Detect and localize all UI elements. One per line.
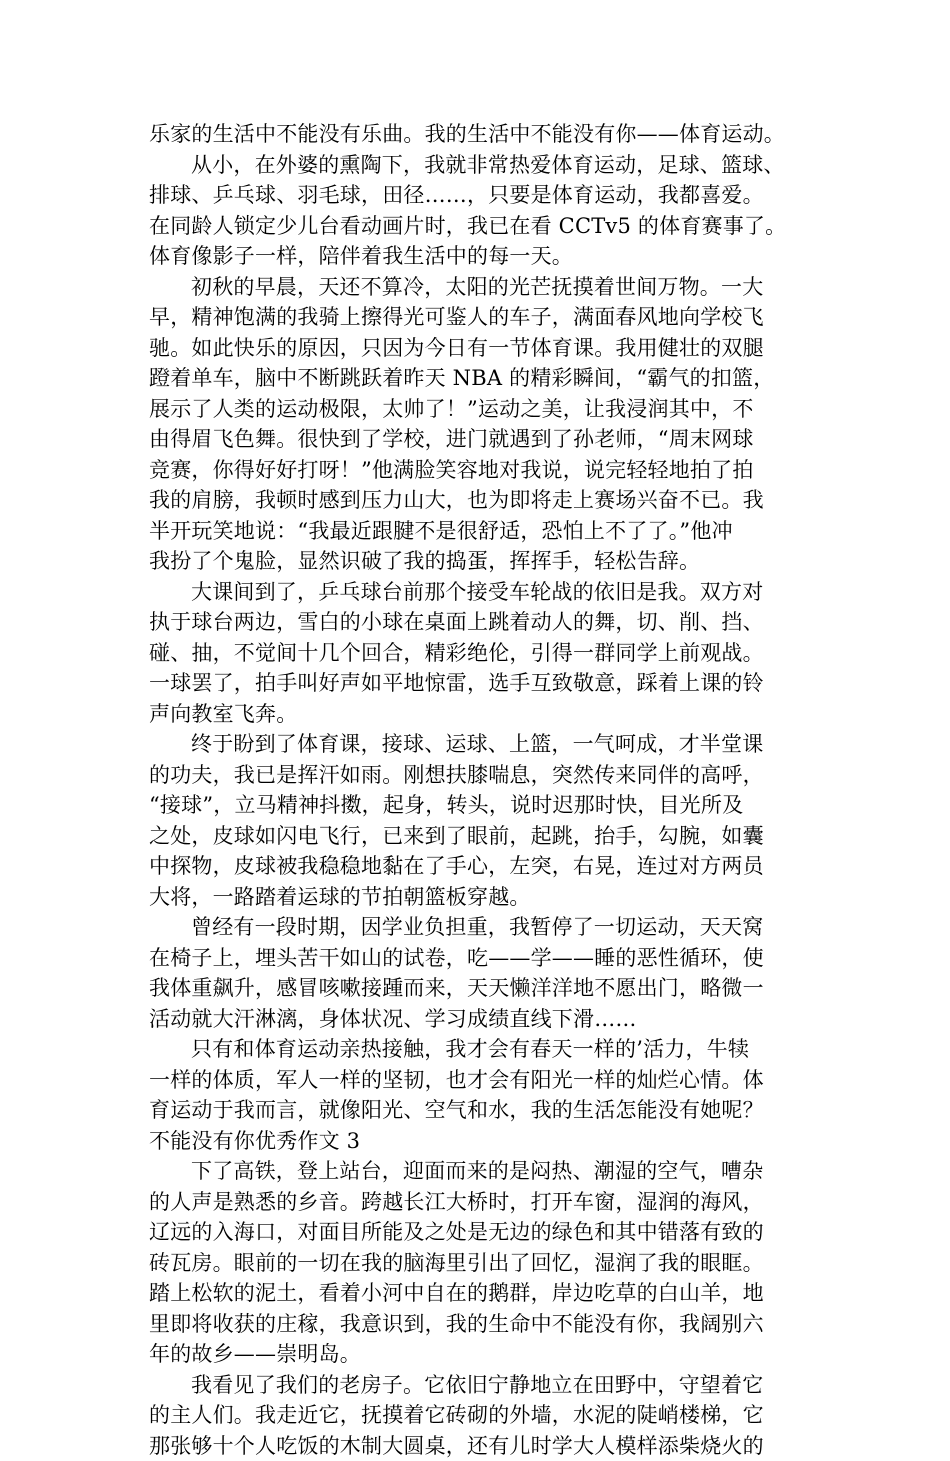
text-line: 大将，一路踏着运球的节拍朝篮板穿越。 <box>149 882 815 913</box>
text-line: 育运动于我而言，就像阳光、空气和水，我的生活怎能没有她呢？ <box>149 1095 815 1126</box>
text-line: 排球、乒乓球、羽毛球，田径……，只要是体育运动，我都喜爱。 <box>149 180 815 211</box>
text-line: 早，精神饱满的我骑上擦得光可鉴人的车子，满面春风地向学校飞 <box>149 302 815 333</box>
essay-body <box>149 119 815 1461</box>
text-line: 展示了人类的运动极限，太帅了！”运动之美，让我浸润其中，不 <box>149 394 815 425</box>
text-line: 那张够十个人吃饭的木制大圆桌，还有儿时学大人模样添柴烧火的 <box>149 1431 815 1461</box>
text-line: 不能没有你优秀作文 3 <box>149 1126 815 1157</box>
text-line: 的人声是熟悉的乡音。跨越长江大桥时，打开车窗，湿润的海风， <box>149 1187 815 1218</box>
paragraph-first-line: 曾经有一段时期，因学业负担重，我暂停了一切运动，天天窝 <box>149 912 815 943</box>
paragraph-first-line: 初秋的早晨，天还不算冷，太阳的光芒抚摸着世间万物。一大 <box>149 272 815 303</box>
text-line: 由得眉飞色舞。很快到了学校，进门就遇到了孙老师，“周末网球 <box>149 424 815 455</box>
text-line: 里即将收获的庄稼，我意识到，我的生命中不能没有你，我阔别六 <box>149 1309 815 1340</box>
text-line: 碰、抽，不觉间十几个回合，精彩绝伦，引得一群同学上前观战。 <box>149 638 815 669</box>
text-line: “接球”，立马精神抖擞，起身，转头，说时迟那时快，目光所及 <box>149 790 815 821</box>
text-line: 乐家的生活中不能没有乐曲。我的生活中不能没有你——体育运动。 <box>149 119 815 150</box>
text-line: 辽远的入海口，对面目所能及之处是无边的绿色和其中错落有致的 <box>149 1217 815 1248</box>
text-line: 我的肩膀，我顿时感到压力山大，也为即将走上赛场兴奋不已。我 <box>149 485 815 516</box>
paragraph-first-line: 大课间到了，乒乓球台前那个接受车轮战的依旧是我。双方对 <box>149 577 815 608</box>
text-line: 之处，皮球如闪电飞行，已来到了眼前，起跳，抬手，勾腕，如囊 <box>149 821 815 852</box>
text-line: 中探物，皮球被我稳稳地黏在了手心，左突，右晃，连过对方两员 <box>149 851 815 882</box>
text-line: 一球罢了，拍手叫好声如平地惊雷，选手互致敬意，踩着上课的铃 <box>149 668 815 699</box>
text-line: 我体重飙升，感冒咳嗽接踵而来，天天懒洋洋地不愿出门，略微一 <box>149 973 815 1004</box>
text-line: 一样的体质，军人一样的坚韧，也才会有阳光一样的灿烂心情。体 <box>149 1065 815 1096</box>
text-line: 在同龄人锁定少儿台看动画片时，我已在看 CCTv5 的体育赛事了。 <box>149 211 815 242</box>
paragraph-first-line: 从小，在外婆的熏陶下，我就非常热爱体育运动，足球、篮球、 <box>149 150 815 181</box>
text-line: 蹬着单车，脑中不断跳跃着昨天 NBA 的精彩瞬间，“霸气的扣篮， <box>149 363 815 394</box>
text-line: 半开玩笑地说：“我最近跟腱不是很舒适，恐怕上不了了。”他冲 <box>149 516 815 547</box>
paragraph-first-line: 我看见了我们的老房子。它依旧宁静地立在田野中，守望着它 <box>149 1370 815 1401</box>
text-line: 活动就大汗淋漓，身体状况、学习成绩直线下滑…… <box>149 1004 815 1035</box>
paragraph-first-line: 只有和体育运动亲热接触，我才会有春天一样的’活力，牛犊 <box>149 1034 815 1065</box>
text-line: 年的故乡——崇明岛。 <box>149 1339 815 1370</box>
text-line: 执于球台两边，雪白的小球在桌面上跳着动人的舞，切、削、挡、 <box>149 607 815 638</box>
text-line: 体育像影子一样，陪伴着我生活中的每一天。 <box>149 241 815 272</box>
text-line: 砖瓦房。眼前的一切在我的脑海里引出了回忆，湿润了我的眼眶。 <box>149 1248 815 1279</box>
text-line: 的功夫，我已是挥汗如雨。刚想扶膝喘息，突然传来同伴的高呼， <box>149 760 815 791</box>
text-line: 驰。如此快乐的原因，只因为今日有一节体育课。我用健壮的双腿 <box>149 333 815 364</box>
text-line: 我扮了个鬼脸，显然识破了我的捣蛋，挥挥手，轻松告辞。 <box>149 546 815 577</box>
text-line: 踏上松软的泥土，看着小河中自在的鹅群，岸边吃草的白山羊，地 <box>149 1278 815 1309</box>
paragraph-first-line: 终于盼到了体育课，接球、运球、上篮，一气呵成，才半堂课 <box>149 729 815 760</box>
text-line: 的主人们。我走近它，抚摸着它砖砌的外墙，水泥的陡峭楼梯，它 <box>149 1400 815 1431</box>
text-line: 声向教室飞奔。 <box>149 699 815 730</box>
text-line: 竞赛，你得好好打呀！”他满脸笑容地对我说，说完轻轻地拍了拍 <box>149 455 815 486</box>
text-line: 在椅子上，埋头苦干如山的试卷，吃——学——睡的恶性循环，使 <box>149 943 815 974</box>
paragraph-first-line: 下了高铁，登上站台，迎面而来的是闷热、潮湿的空气，嘈杂 <box>149 1156 815 1187</box>
